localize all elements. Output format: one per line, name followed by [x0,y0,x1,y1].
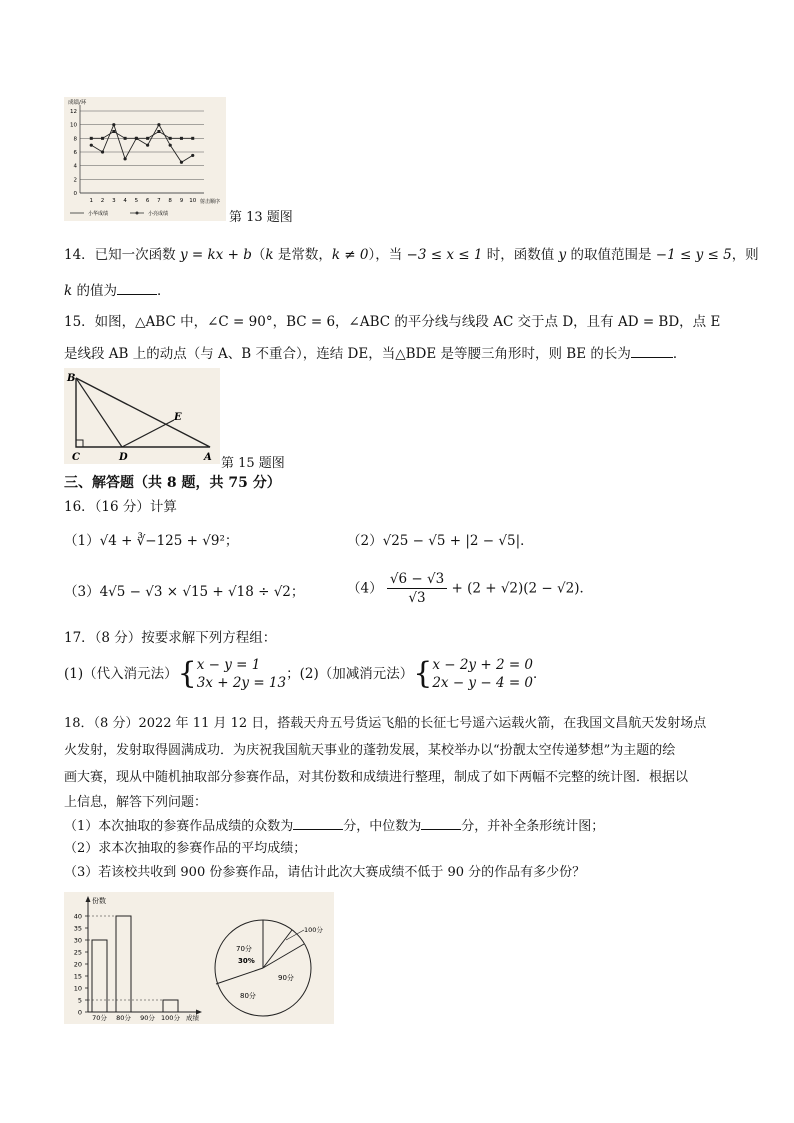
fig13-xtick: 10 [189,198,197,204]
fig13-point [123,157,126,160]
fig15-label-B: B [67,373,76,384]
fig13-xtick: 9 [179,198,184,204]
fig13-xtick: 3 [112,198,116,204]
q18-sub2: （2）求本次抽取的参赛作品的平均成绩； [64,841,307,856]
fig13-point [101,150,104,153]
fig18-ytick: 0 [77,1008,82,1017]
fig18-ytick: 30 [73,936,82,945]
q14-answer-blank[interactable] [117,280,157,295]
q18-median-blank[interactable] [421,815,461,830]
q16-part2: （2）√25 − √5 + |2 − √5|． [347,533,534,549]
q15-line2: 是线段 AB 上的动点（与 A、B 不重合），连结 DE，当△BDE 是等腰三角形时，则 BE 的长为 ． [64,343,686,364]
q18-line3: 画大赛，现从中随机抽取部分参赛作品，对其份数和成绩进行整理，制成了如下两幅不完整的统计图．根据以 [64,770,689,785]
fig18-yticks [74,913,88,1017]
fig13-point [101,137,104,140]
fig13-point [191,154,194,157]
q17-head: 17．（8 分）按要求解下列方程组： [64,630,277,646]
fig18-pie-100: 100分 [304,926,323,934]
fig15-label-D: D [119,452,128,463]
q18-line2: 火发射，发射取得圆满成功．为庆祝我国航天事业的蓬勃发展，某校举办以“扮靓太空传递梦想”为主题的绘 [64,743,676,758]
fig15-label-E: E [174,412,182,423]
q16-part4: （4） $\frac{√6 - √3}{√3}$ + (2 + √2)(2 − √2)． [347,571,593,606]
fig18-bar [163,1000,178,1012]
fig15-label-C: C [72,452,80,463]
fig18-ylabel: 份数 [92,897,106,905]
q18-mode-blank[interactable] [293,815,343,830]
fig13-xtick: 7 [157,198,161,204]
fig13-point [180,137,183,140]
q14-line1: 14．已知一次函数 y = kx + b（k 是常数，k ≠ 0），当 −3 ≤ x ≤ 1 时，函数值 y 的取值范围是 −1 ≤ y ≤ 5，则 [64,247,759,263]
fig13-point [146,144,149,147]
q15-answer-blank[interactable] [631,343,673,358]
fig13-point [157,130,160,133]
fig18-xtick: 100分 [161,1014,180,1022]
fig13-point [169,144,172,147]
fig18-ytick: 40 [73,912,82,921]
q16-part3: （3）4√5 − √3 × √15 + √18 ÷ √2； [64,584,305,600]
fig13-ytick: 4 [73,163,77,170]
fig18-ytick: 5 [77,996,82,1005]
fig13-legend-1: 小华成绩 [88,211,109,217]
fig18-bars [88,916,178,1012]
q16-p4-fraction: $\frac{√6 - √3}{√3}$ [387,570,447,607]
fig13-yticks [70,109,78,197]
fig13-xticks [90,198,197,204]
fig13-xtick: 5 [134,198,139,204]
fig13-point [180,161,183,164]
fig13-point [146,137,149,140]
fig18-xtick: 70分 [92,1014,107,1022]
fig18-svg [64,892,334,1024]
fig15-label-A: A [204,452,212,463]
fig18-pie-90: 90分 [278,974,294,982]
fig13-point [135,137,138,140]
section3-title: 三、解答题（共 8 题，共 75 分） [64,475,281,491]
fig13-point [90,144,93,147]
fig13-point [112,130,115,133]
fig18-pie-chart [215,920,323,1016]
fig13-caption: 第 13 题图 [229,210,293,225]
fig18-xtick: 80分 [116,1014,131,1022]
fig13-point [169,137,172,140]
fig13-legend-2: 小亮成绩 [148,211,169,217]
fig13-point [157,123,160,126]
fig18-xlabel: 成绩 [186,1014,199,1022]
fig18-xticks [92,1013,180,1022]
fig18-bar-chart [74,896,202,1022]
fig13-chart [64,97,226,221]
fig18-ytick: 25 [73,948,82,957]
fig13-xtick: 1 [89,198,94,204]
q18-sub1: （1）本次抽取的参赛作品成绩的众数为 分，中位数为 分，并补全条形统计图； [64,815,604,837]
fig18-pie-70: 70分 [236,945,252,953]
fig18-pie-80: 80分 [240,992,256,1000]
fig13-xtick: 2 [100,198,105,204]
fig13-ylabel: 成绩/环 [68,100,87,106]
q18-sub3: （3）若该校共收到 900 份参赛作品，请估计此次大赛成绩不低于 90 分的作品有多少份？ [64,865,586,880]
q16-head: 16．（16 分）计算 [64,499,177,515]
fig13-xtick: 6 [145,198,150,204]
fig13-series-line [91,132,192,139]
fig13-series [90,123,195,164]
fig18-ytick: 20 [73,960,82,969]
fig13-svg [64,97,226,221]
q18-line1: 18．（8 分）2022 年 11 月 12 日，搭载天舟五号货运飞船的长征七号遥六运载火箭，在我国文昌航天发射场点 [64,716,707,731]
fig13-point [124,137,127,140]
fig13-grid [80,105,204,193]
q14-line2: k 的值为 ． [64,280,170,301]
fig13-point [90,137,93,140]
fig15-caption: 第 15 题图 [221,456,285,471]
fig15-triangle [64,368,220,464]
fig18-ytick: 15 [73,972,82,981]
fig15-svg [64,368,220,464]
fig18-ytick: 35 [73,924,82,933]
fig18-charts [64,892,334,1024]
fig13-ytick: 6 [73,150,77,156]
fig13-point [112,123,115,126]
fig18-ytick: 10 [73,984,82,993]
fig13-ytick: 10 [70,122,77,129]
fig13-point [191,137,194,140]
fig13-ytick: 0 [73,191,77,197]
fig13-ytick: 12 [70,109,77,115]
q17-parts: (1)（代入消元法）{ x − y = 1 3x + 2y = 13 ；(2)（加减消元法）{ x − 2y + 2 = 0 2x − y − 4 = 0 ． [64,656,547,691]
fig18-xtick: 90分 [140,1014,155,1022]
q16-part1: （1）√4 + ∛−125 + √9²； [64,533,239,549]
fig13-xtick: 8 [168,198,172,204]
fig13-xtick: 4 [123,198,127,204]
fig18-pie-30pct: 30% [238,957,255,965]
fig13-xlabel: 射击顺序 [200,199,221,205]
fig18-bar [116,916,131,1012]
q15-line1: 15．如图，△ABC 中，∠C = 90°，BC = 6，∠ABC 的平分线与线段 AC 交于点 D，且有 AD = BD，点 E [64,314,721,330]
fig18-bar [92,940,107,1012]
fig13-series-line [91,125,192,163]
fig13-ytick: 2 [73,177,77,184]
q18-line4: 上信息，解答下列问题： [64,795,208,810]
fig13-ytick: 8 [73,136,77,143]
